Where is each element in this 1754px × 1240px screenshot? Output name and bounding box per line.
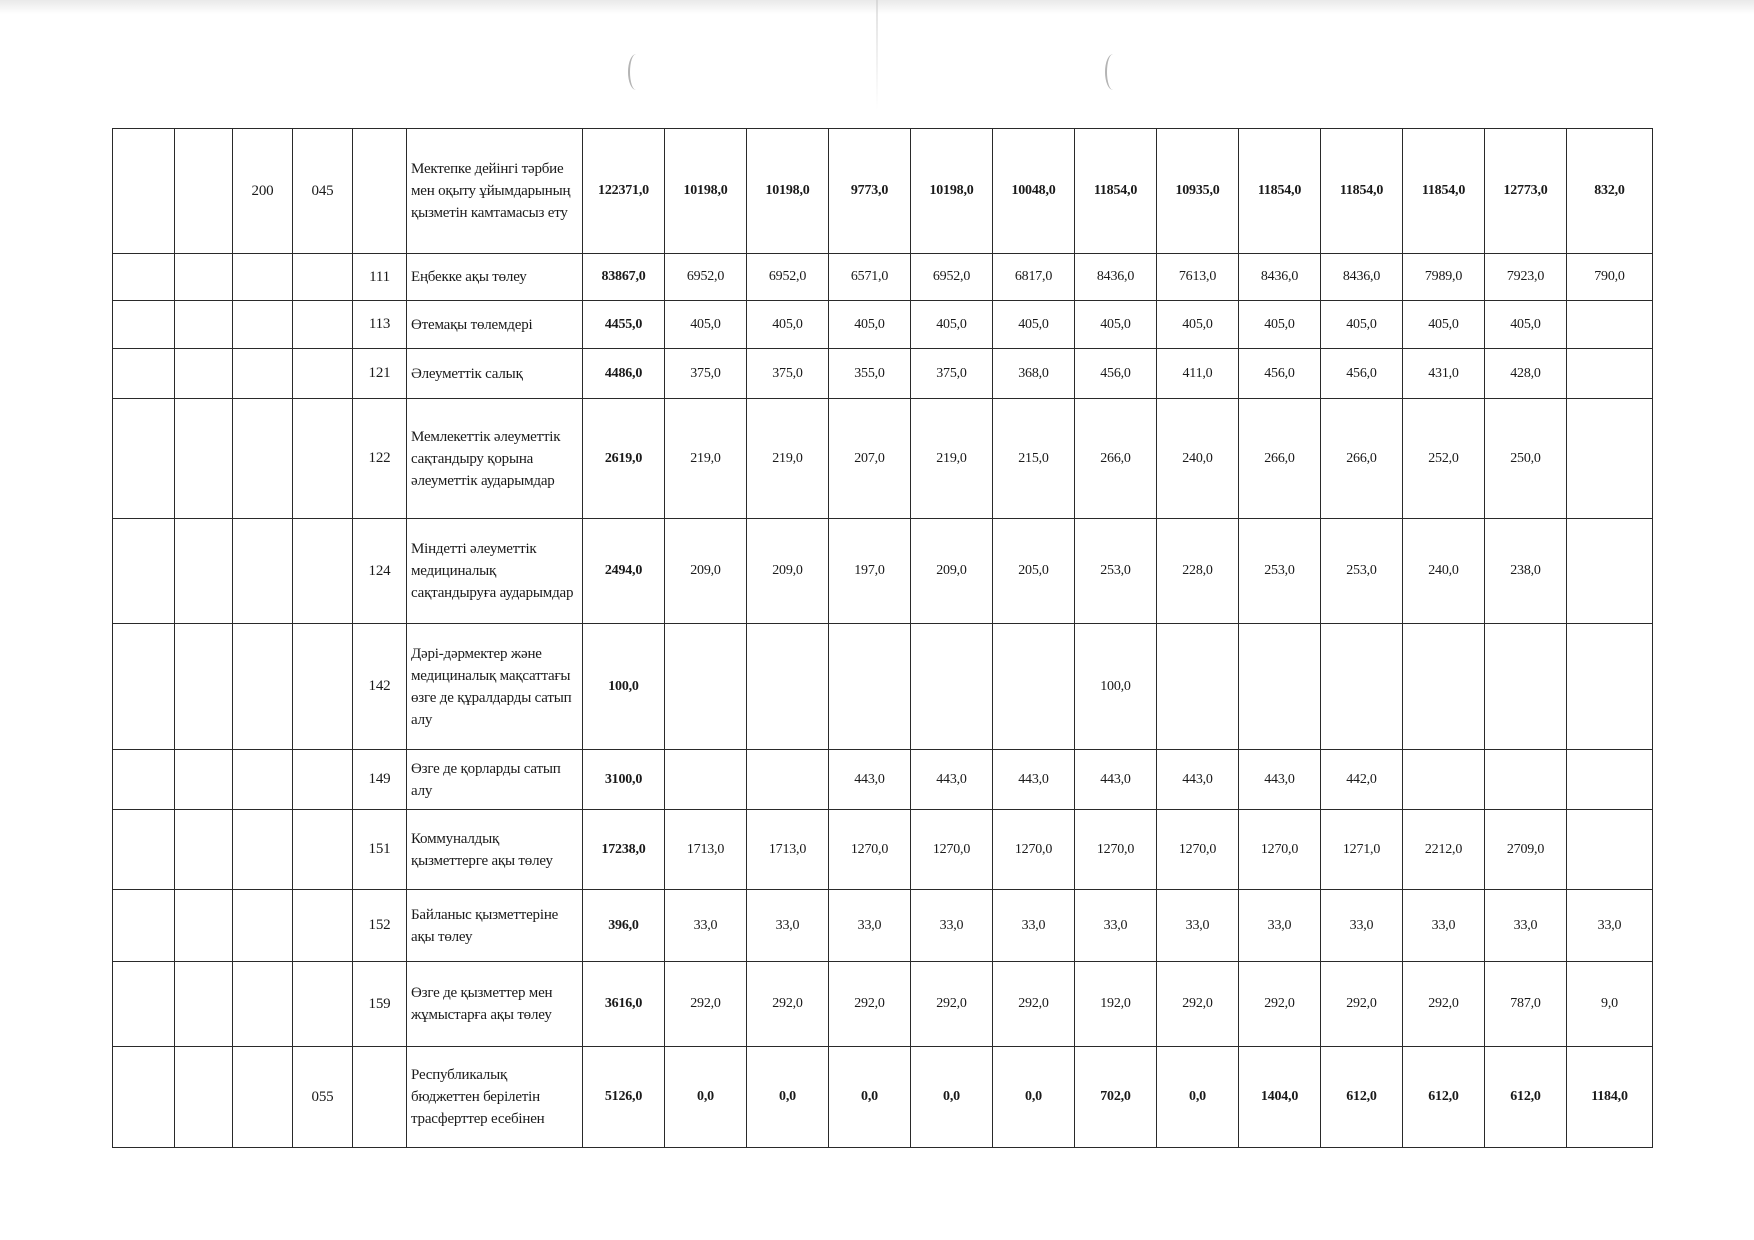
month-2-cell: 33,0 [747,890,829,962]
annual-total-cell: 4486,0 [583,349,665,399]
month-5-cell: 1270,0 [993,810,1075,890]
month-6-cell: 1270,0 [1075,810,1157,890]
code-cell-c5: 159 [353,962,407,1047]
annual-total-cell: 5126,0 [583,1047,665,1148]
code-cell-c3 [233,301,293,349]
month-8-cell: 405,0 [1239,301,1321,349]
code-cell-c3: 200 [233,129,293,254]
code-cell-c4 [293,890,353,962]
month-7-cell: 240,0 [1157,399,1239,519]
month-9-cell: 11854,0 [1321,129,1403,254]
month-7-cell: 228,0 [1157,519,1239,624]
month-9-cell: 266,0 [1321,399,1403,519]
month-6-cell: 8436,0 [1075,254,1157,301]
month-2-cell [747,750,829,810]
code-cell-c4 [293,399,353,519]
annual-total-cell: 4455,0 [583,301,665,349]
month-1-cell: 6952,0 [665,254,747,301]
month-3-cell: 292,0 [829,962,911,1047]
month-10-cell: 2212,0 [1403,810,1485,890]
code-cell-c4 [293,962,353,1047]
month-1-cell: 292,0 [665,962,747,1047]
code-cell-c2 [175,519,233,624]
expense-name-cell: Мемлекеттік әлеуметтік сақтандыру қорына әлеуметтік аударымдар [407,399,583,519]
month-3-cell: 355,0 [829,349,911,399]
code-cell-c5 [353,1047,407,1148]
month-8-cell: 443,0 [1239,750,1321,810]
month-12-cell [1567,624,1653,750]
month-9-cell [1321,624,1403,750]
month-10-cell: 11854,0 [1403,129,1485,254]
month-4-cell: 292,0 [911,962,993,1047]
month-3-cell: 1270,0 [829,810,911,890]
month-10-cell [1403,624,1485,750]
month-3-cell [829,624,911,750]
month-10-cell: 33,0 [1403,890,1485,962]
code-cell-c4 [293,254,353,301]
month-11-cell: 7923,0 [1485,254,1567,301]
table-row [113,1047,1653,1148]
month-5-cell: 205,0 [993,519,1075,624]
expense-name-cell: Дәрі-дәрмектер және медициналық мақсаттағы өзге де құралдарды сатып алу [407,624,583,750]
expense-name-cell: Мектепке дейінгі тәрбие мен оқыту ұйымдарының қызметін камтамасыз ету [407,129,583,254]
month-3-cell: 197,0 [829,519,911,624]
code-cell-c4 [293,750,353,810]
month-1-cell: 219,0 [665,399,747,519]
code-cell-c2 [175,624,233,750]
code-cell-c5: 151 [353,810,407,890]
code-cell-c1 [113,750,175,810]
month-8-cell: 1404,0 [1239,1047,1321,1148]
month-4-cell [911,624,993,750]
code-cell-c4 [293,301,353,349]
month-6-cell: 253,0 [1075,519,1157,624]
month-7-cell: 405,0 [1157,301,1239,349]
month-9-cell: 442,0 [1321,750,1403,810]
code-cell-c4: 055 [293,1047,353,1148]
code-cell-c3 [233,1047,293,1148]
code-cell-c2 [175,890,233,962]
month-10-cell: 612,0 [1403,1047,1485,1148]
code-cell-c1 [113,810,175,890]
month-12-cell [1567,810,1653,890]
month-2-cell: 0,0 [747,1047,829,1148]
month-9-cell: 405,0 [1321,301,1403,349]
code-cell-c2 [175,301,233,349]
code-cell-c5: 149 [353,750,407,810]
code-cell-c1 [113,962,175,1047]
month-12-cell: 832,0 [1567,129,1653,254]
month-2-cell: 375,0 [747,349,829,399]
month-9-cell: 1271,0 [1321,810,1403,890]
month-3-cell: 0,0 [829,1047,911,1148]
code-cell-c4 [293,519,353,624]
month-9-cell: 253,0 [1321,519,1403,624]
code-cell-c3 [233,962,293,1047]
code-cell-c5: 113 [353,301,407,349]
code-cell-c3 [233,810,293,890]
month-9-cell: 33,0 [1321,890,1403,962]
month-3-cell: 6571,0 [829,254,911,301]
month-9-cell: 8436,0 [1321,254,1403,301]
annual-total-cell: 83867,0 [583,254,665,301]
code-cell-c1 [113,519,175,624]
month-10-cell: 431,0 [1403,349,1485,399]
month-4-cell: 375,0 [911,349,993,399]
table-row [113,810,1653,890]
table-row [113,349,1653,399]
month-3-cell: 405,0 [829,301,911,349]
month-4-cell: 1270,0 [911,810,993,890]
budget-table [112,128,1653,1148]
month-4-cell: 33,0 [911,890,993,962]
month-12-cell [1567,301,1653,349]
month-3-cell: 207,0 [829,399,911,519]
month-4-cell: 443,0 [911,750,993,810]
month-10-cell: 405,0 [1403,301,1485,349]
table-row [113,301,1653,349]
month-7-cell: 7613,0 [1157,254,1239,301]
month-8-cell: 1270,0 [1239,810,1321,890]
month-5-cell [993,624,1075,750]
punch-hole-mark-left [628,54,644,90]
code-cell-c2 [175,962,233,1047]
table-row [113,962,1653,1047]
month-6-cell: 266,0 [1075,399,1157,519]
month-7-cell: 292,0 [1157,962,1239,1047]
code-cell-c4 [293,624,353,750]
code-cell-c5: 142 [353,624,407,750]
code-cell-c2 [175,399,233,519]
month-10-cell: 240,0 [1403,519,1485,624]
month-1-cell [665,624,747,750]
code-cell-c4 [293,349,353,399]
code-cell-c3 [233,254,293,301]
month-8-cell: 456,0 [1239,349,1321,399]
annual-total-cell: 2619,0 [583,399,665,519]
expense-name-cell: Әлеуметтік салық [407,349,583,399]
month-11-cell: 238,0 [1485,519,1567,624]
month-11-cell: 250,0 [1485,399,1567,519]
month-7-cell [1157,624,1239,750]
code-cell-c1 [113,624,175,750]
month-10-cell: 7989,0 [1403,254,1485,301]
month-2-cell: 1713,0 [747,810,829,890]
month-5-cell: 292,0 [993,962,1075,1047]
month-1-cell: 10198,0 [665,129,747,254]
month-1-cell: 375,0 [665,349,747,399]
expense-name-cell: Республикалық бюджеттен берілетін трасферттер есебінен [407,1047,583,1148]
code-cell-c1 [113,349,175,399]
month-3-cell: 33,0 [829,890,911,962]
month-3-cell: 9773,0 [829,129,911,254]
month-9-cell: 456,0 [1321,349,1403,399]
month-8-cell: 292,0 [1239,962,1321,1047]
month-1-cell: 405,0 [665,301,747,349]
month-2-cell [747,624,829,750]
month-8-cell: 33,0 [1239,890,1321,962]
annual-total-cell: 396,0 [583,890,665,962]
month-12-cell: 9,0 [1567,962,1653,1047]
month-6-cell: 100,0 [1075,624,1157,750]
code-cell-c4 [293,810,353,890]
month-6-cell: 702,0 [1075,1047,1157,1148]
code-cell-c3 [233,349,293,399]
month-8-cell: 253,0 [1239,519,1321,624]
month-8-cell [1239,624,1321,750]
month-7-cell: 1270,0 [1157,810,1239,890]
code-cell-c3 [233,750,293,810]
table-row [113,129,1653,254]
month-12-cell: 33,0 [1567,890,1653,962]
month-6-cell: 456,0 [1075,349,1157,399]
table-row [113,624,1653,750]
code-cell-c5: 111 [353,254,407,301]
annual-total-cell: 2494,0 [583,519,665,624]
month-2-cell: 292,0 [747,962,829,1047]
code-cell-c1 [113,301,175,349]
month-12-cell [1567,349,1653,399]
code-cell-c1 [113,129,175,254]
month-4-cell: 209,0 [911,519,993,624]
code-cell-c2 [175,810,233,890]
month-12-cell [1567,399,1653,519]
code-cell-c1 [113,890,175,962]
month-6-cell: 11854,0 [1075,129,1157,254]
budget-table-body [113,129,1653,1148]
month-6-cell: 443,0 [1075,750,1157,810]
expense-name-cell: Өзге де қорларды сатып алу [407,750,583,810]
month-11-cell: 612,0 [1485,1047,1567,1148]
month-11-cell: 12773,0 [1485,129,1567,254]
table-row [113,519,1653,624]
month-11-cell: 33,0 [1485,890,1567,962]
month-8-cell: 266,0 [1239,399,1321,519]
month-12-cell [1567,519,1653,624]
code-cell-c1 [113,1047,175,1148]
table-row [113,399,1653,519]
code-cell-c5: 124 [353,519,407,624]
month-6-cell: 192,0 [1075,962,1157,1047]
month-12-cell [1567,750,1653,810]
month-10-cell: 252,0 [1403,399,1485,519]
month-7-cell: 0,0 [1157,1047,1239,1148]
expense-name-cell: Өтемақы төлемдері [407,301,583,349]
page-fold-shadow [876,0,878,110]
month-2-cell: 6952,0 [747,254,829,301]
annual-total-cell: 3100,0 [583,750,665,810]
month-11-cell: 787,0 [1485,962,1567,1047]
month-1-cell: 33,0 [665,890,747,962]
expense-name-cell: Еңбекке ақы төлеу [407,254,583,301]
code-cell-c5: 122 [353,399,407,519]
month-11-cell [1485,750,1567,810]
month-1-cell: 209,0 [665,519,747,624]
month-1-cell [665,750,747,810]
annual-total-cell: 3616,0 [583,962,665,1047]
code-cell-c2 [175,129,233,254]
month-5-cell: 405,0 [993,301,1075,349]
code-cell-c1 [113,254,175,301]
table-row [113,890,1653,962]
month-5-cell: 33,0 [993,890,1075,962]
month-4-cell: 0,0 [911,1047,993,1148]
annual-total-cell: 100,0 [583,624,665,750]
code-cell-c5 [353,129,407,254]
month-10-cell: 292,0 [1403,962,1485,1047]
code-cell-c5: 152 [353,890,407,962]
code-cell-c2 [175,750,233,810]
expense-name-cell: Міндетті әлеуметтік медициналық сақтандыруға аударымдар [407,519,583,624]
punch-hole-mark-right [1105,54,1121,90]
annual-total-cell: 17238,0 [583,810,665,890]
month-7-cell: 411,0 [1157,349,1239,399]
code-cell-c2 [175,254,233,301]
month-12-cell: 790,0 [1567,254,1653,301]
month-5-cell: 215,0 [993,399,1075,519]
month-11-cell [1485,624,1567,750]
month-4-cell: 10198,0 [911,129,993,254]
month-5-cell: 368,0 [993,349,1075,399]
month-6-cell: 33,0 [1075,890,1157,962]
month-2-cell: 219,0 [747,399,829,519]
month-3-cell: 443,0 [829,750,911,810]
month-2-cell: 10198,0 [747,129,829,254]
table-row [113,254,1653,301]
month-4-cell: 405,0 [911,301,993,349]
month-12-cell: 1184,0 [1567,1047,1653,1148]
month-8-cell: 8436,0 [1239,254,1321,301]
month-2-cell: 209,0 [747,519,829,624]
month-4-cell: 219,0 [911,399,993,519]
annual-total-cell: 122371,0 [583,129,665,254]
month-11-cell: 2709,0 [1485,810,1567,890]
month-5-cell: 443,0 [993,750,1075,810]
code-cell-c5: 121 [353,349,407,399]
code-cell-c3 [233,890,293,962]
month-10-cell [1403,750,1485,810]
month-2-cell: 405,0 [747,301,829,349]
code-cell-c4: 045 [293,129,353,254]
code-cell-c3 [233,624,293,750]
code-cell-c3 [233,399,293,519]
month-1-cell: 0,0 [665,1047,747,1148]
month-6-cell: 405,0 [1075,301,1157,349]
month-1-cell: 1713,0 [665,810,747,890]
month-8-cell: 11854,0 [1239,129,1321,254]
code-cell-c2 [175,349,233,399]
code-cell-c2 [175,1047,233,1148]
month-5-cell: 6817,0 [993,254,1075,301]
expense-name-cell: Өзге де қызметтер мен жұмыстарға ақы төлеу [407,962,583,1047]
month-5-cell: 0,0 [993,1047,1075,1148]
month-7-cell: 10935,0 [1157,129,1239,254]
month-4-cell: 6952,0 [911,254,993,301]
code-cell-c1 [113,399,175,519]
expense-name-cell: Коммуналдық қызметтерге ақы төлеу [407,810,583,890]
month-9-cell: 292,0 [1321,962,1403,1047]
expense-name-cell: Байланыс қызметтеріне ақы төлеу [407,890,583,962]
month-7-cell: 33,0 [1157,890,1239,962]
month-11-cell: 428,0 [1485,349,1567,399]
month-5-cell: 10048,0 [993,129,1075,254]
table-row [113,750,1653,810]
month-9-cell: 612,0 [1321,1047,1403,1148]
month-7-cell: 443,0 [1157,750,1239,810]
code-cell-c3 [233,519,293,624]
month-11-cell: 405,0 [1485,301,1567,349]
